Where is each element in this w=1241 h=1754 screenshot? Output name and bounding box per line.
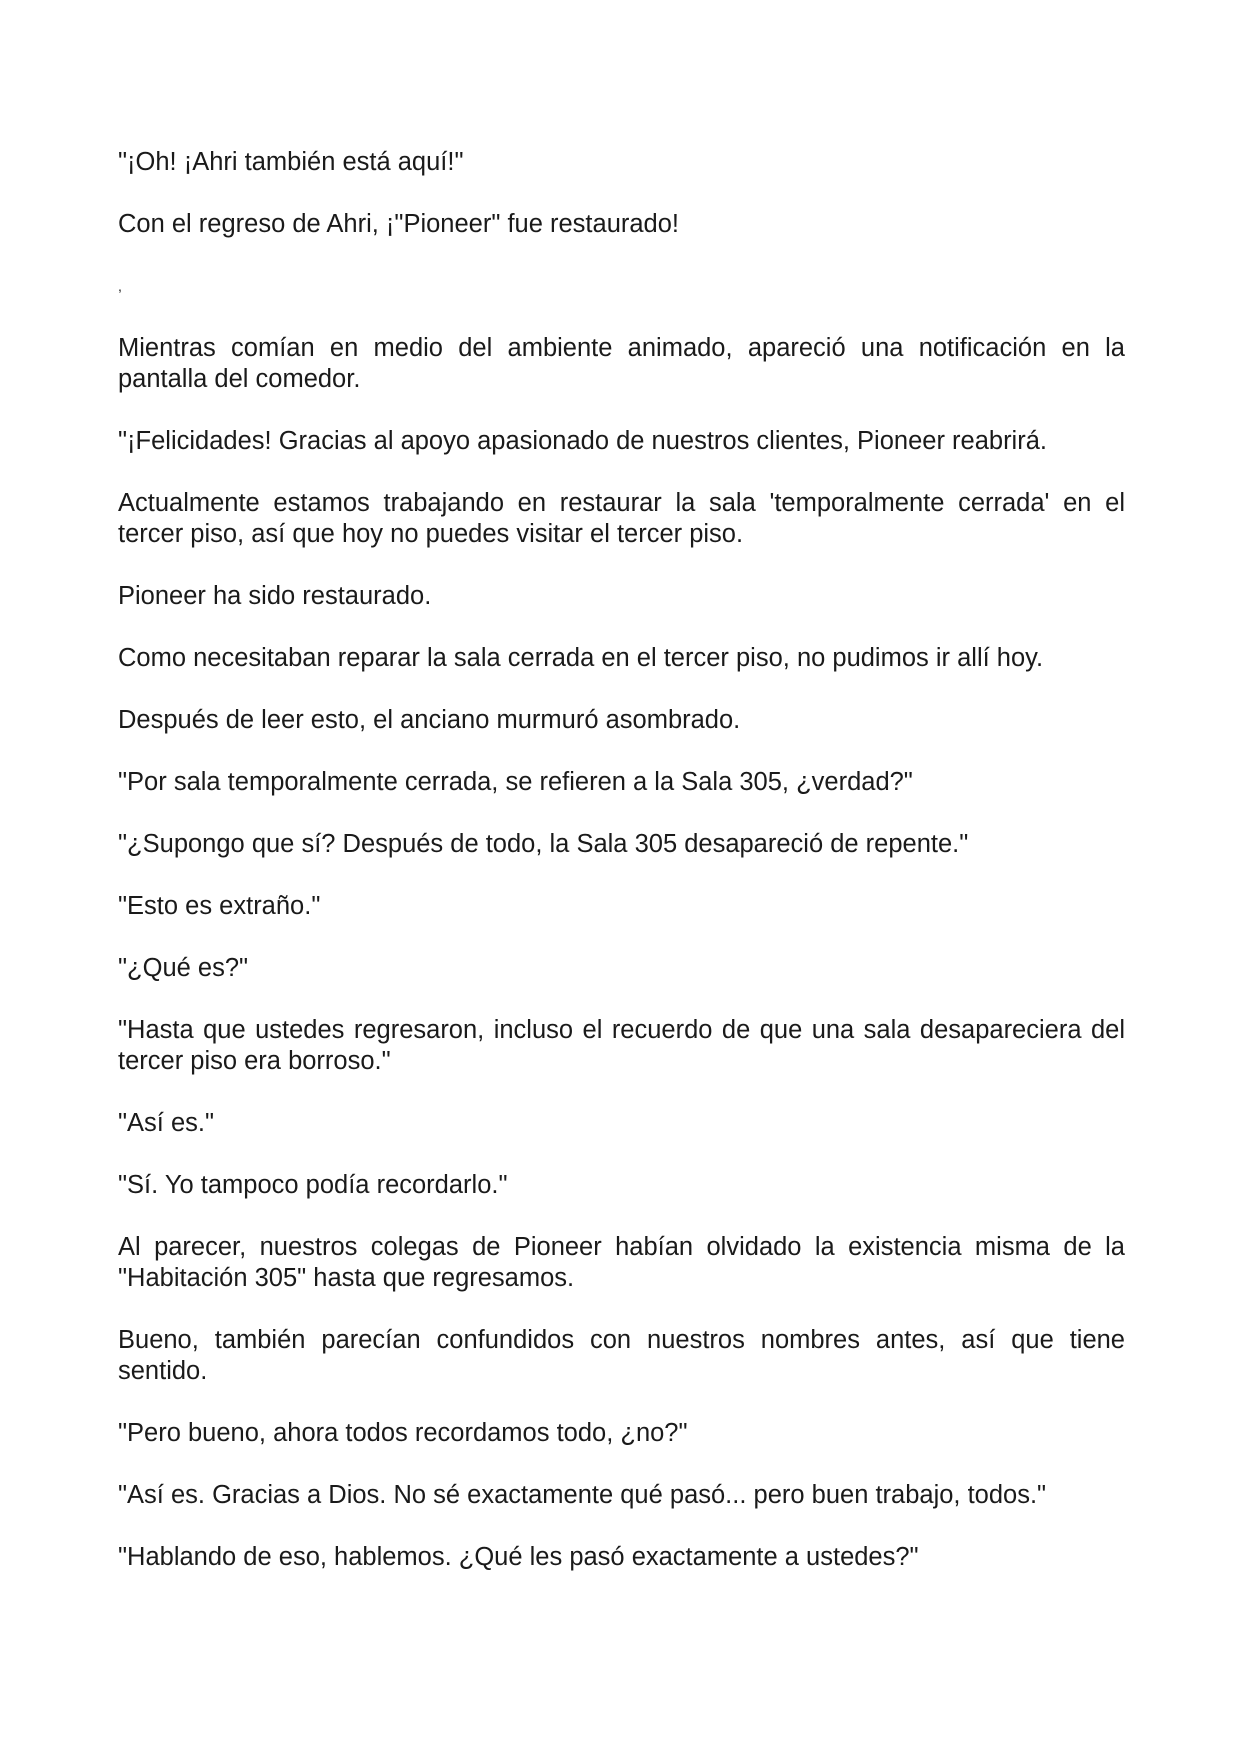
paragraph: Mientras comían en medio del ambiente animado, apareció una notificación en la pantalla del comedor. [118, 334, 1125, 393]
paragraph: "Así es." [118, 1109, 215, 1137]
paragraph: "Sí. Yo tampoco podía recordarlo." [118, 1171, 508, 1199]
paragraph: "Así es. Gracias a Dios. No sé exactamente qué pasó... pero buen trabajo, todos." [118, 1481, 1047, 1509]
paragraph: Como necesitaban reparar la sala cerrada en el tercer piso, no pudimos ir allí hoy. [118, 644, 1044, 672]
paragraph: "¿Qué es?" [118, 954, 249, 982]
paragraph: "Hasta que ustedes regresaron, incluso el recuerdo de que una sala desapareciera del tercer piso era borroso." [118, 1016, 1125, 1075]
paragraph: Al parecer, nuestros colegas de Pioneer habían olvidado la existencia misma de la "Habitación 305" hasta que regresamos. [118, 1233, 1125, 1292]
paragraph: "¡Oh! ¡Ahri también está aquí!" [118, 148, 464, 176]
paragraph: "¡Felicidades! Gracias al apoyo apasionado de nuestros clientes, Pioneer reabrirá. [118, 427, 1047, 455]
paragraph: "Esto es extraño." [118, 892, 321, 920]
paragraph: Pioneer ha sido restaurado. [118, 582, 432, 610]
paragraph: "Por sala temporalmente cerrada, se refieren a la Sala 305, ¿verdad?" [118, 768, 913, 796]
paragraph: "Pero bueno, ahora todos recordamos todo, ¿no?" [118, 1419, 688, 1447]
paragraph: Después de leer esto, el anciano murmuró asombrado. [118, 706, 741, 734]
document-body [118, 147, 1125, 1604]
paragraph: "¿Supongo que sí? Después de todo, la Sala 305 desapareció de repente." [118, 830, 969, 858]
stray-mark: , [118, 278, 122, 294]
paragraph: Bueno, también parecían confundidos con nuestros nombres antes, así que tiene sentido. [118, 1326, 1125, 1385]
paragraph: Actualmente estamos trabajando en restaurar la sala 'temporalmente cerrada' en el tercer piso, así que hoy no puedes visitar el tercer piso. [118, 489, 1125, 548]
paragraph: "Hablando de eso, hablemos. ¿Qué les pasó exactamente a ustedes?" [118, 1543, 919, 1571]
paragraph: Con el regreso de Ahri, ¡"Pioneer" fue restaurado! [118, 210, 679, 238]
